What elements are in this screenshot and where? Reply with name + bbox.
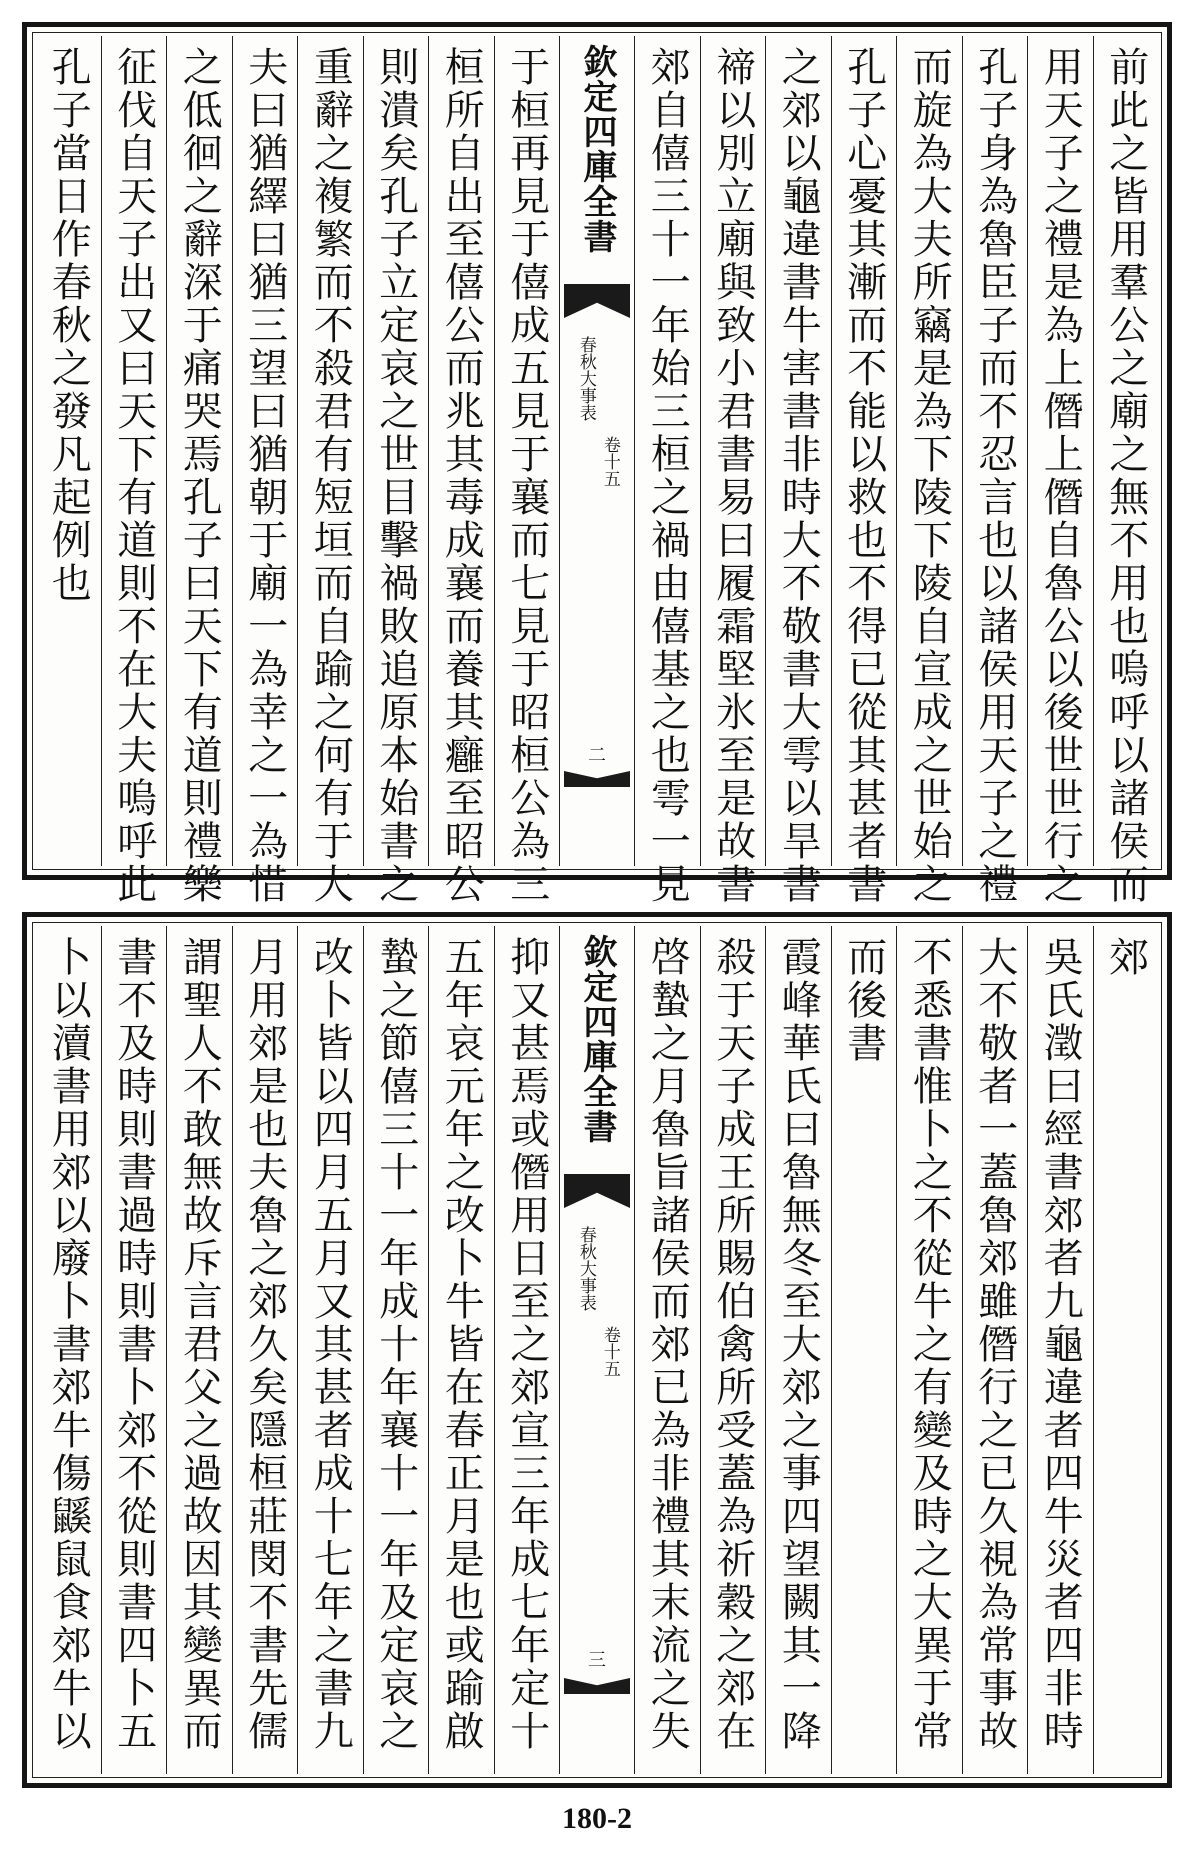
text-column	[363, 926, 429, 1774]
text-column	[297, 926, 363, 1774]
text-column	[765, 36, 831, 906]
text-column	[831, 926, 897, 1774]
column-text: 改卜皆以四月五月又其甚者成十七年之書九	[307, 936, 354, 1753]
column-text: 之低徊之辭深于痛哭焉孔子曰天下有道則禮樂	[176, 46, 223, 906]
column-text: 孔子身為魯臣子而不忍言也以諸侯用天子之禮	[971, 46, 1018, 906]
text-column	[428, 36, 494, 906]
column-text: 而旋為大夫所竊是為下陵下陵自宣成之世始之	[906, 46, 953, 906]
text-column	[101, 36, 167, 906]
column-text: 大不敬者一蓋魯郊雖僭行之已久視為常事故	[971, 936, 1018, 1753]
text-column	[101, 926, 167, 1774]
text-column	[1027, 36, 1093, 906]
page-footer-number: 180-2	[562, 1802, 632, 1835]
column-text: 于桓再見于僖成五見于襄而七見于昭桓公為三	[503, 46, 550, 906]
book-title: 春秋大事表	[575, 336, 596, 421]
fish-tail-mark-icon	[564, 771, 630, 787]
column-text: 郊	[1102, 936, 1149, 979]
column-text: 夫曰猶繹曰猶三望曰猶朝于廟一為幸之一為惜	[241, 46, 288, 906]
text-column	[634, 926, 700, 1774]
text-column	[166, 36, 232, 906]
center-fold-strip	[559, 36, 634, 866]
column-text: 郊自僖三十一年始三桓之禍由僖基之也雩一見	[644, 46, 691, 906]
column-text: 月用郊是也夫魯之郊久矣隱桓莊閔不書先儒	[241, 936, 288, 1753]
text-column	[831, 36, 897, 906]
column-text: 用天子之禮是為上僭上僭自魯公以後世世行之	[1037, 46, 1084, 906]
text-column	[1093, 926, 1159, 1774]
text-column	[232, 926, 298, 1774]
column-text: 五年哀元年之改卜牛皆在春正月是也或踰啟	[438, 936, 485, 1753]
book-banner: 欽定四庫全書	[577, 934, 617, 1144]
column-text: 前此之皆用羣公之廟之無不用也嗚呼以諸侯而	[1102, 46, 1149, 906]
lower-page	[22, 912, 1172, 1788]
fish-tail-mark-icon	[564, 1174, 630, 1208]
column-text: 不悉書惟卜之不從牛之有變及時之大異于常	[906, 936, 953, 1753]
column-text: 重辭之複繁而不殺君有短垣而自踰之何有于大	[307, 46, 354, 906]
text-column	[962, 926, 1028, 1774]
column-text: 則潰矣孔子立定哀之世目擊禍敗追原本始書之	[372, 46, 419, 906]
center-fold-strip	[559, 926, 634, 1774]
column-text: 謂聖人不敢無故斥言君父之過故因其變異而	[176, 936, 223, 1753]
volume-label: 卷十五	[599, 436, 620, 487]
text-column	[1093, 36, 1159, 906]
column-text: 之郊以龜違書牛害書非時大不敬書大雩以旱書	[775, 46, 822, 906]
text-column	[494, 926, 560, 1774]
column-text: 桓所自出至僖公而兆其毒成襄而養其癰至昭公	[438, 46, 485, 906]
text-column	[363, 36, 429, 906]
column-text: 霞峰華氏曰魯無冬至大郊之事四望闕其一降	[775, 936, 822, 1753]
text-column	[765, 926, 831, 1774]
text-column	[700, 926, 766, 1774]
column-text: 啓蟄之月魯旨諸侯而郊已為非禮其末流之失	[644, 936, 691, 1753]
text-column	[36, 926, 101, 1774]
text-column	[700, 36, 766, 906]
column-text: 而後書	[840, 936, 887, 1065]
fish-tail-mark-icon	[564, 1678, 630, 1694]
column-text: 抑又甚焉或僭用日至之郊宣三年成七年定十	[503, 936, 550, 1753]
text-column	[634, 36, 700, 906]
fish-tail-mark-icon	[564, 284, 630, 318]
page-number: 二	[588, 745, 606, 766]
column-text: 禘以別立廟與致小君書易曰履霜堅氷至是故書	[709, 46, 756, 906]
text-column	[297, 36, 363, 906]
text-column	[494, 36, 560, 906]
text-column	[232, 36, 298, 906]
text-column	[1027, 926, 1093, 1774]
upper-page	[22, 22, 1172, 906]
column-text: 孔子當日作春秋之發凡起例也	[45, 46, 92, 605]
column-text: 卜以瀆書用郊以廢卜書郊牛傷鼷鼠食郊牛以	[45, 936, 92, 1753]
column-text: 書不及時則書過時則書卜郊不從則書四卜五	[110, 936, 157, 1753]
book-title: 春秋大事表	[575, 1226, 596, 1311]
text-column	[962, 36, 1028, 906]
column-text: 蟄之節僖三十一年成十年襄十一年及定哀之	[372, 936, 419, 1753]
page-number: 三	[588, 1650, 606, 1671]
text-column	[428, 926, 494, 1774]
text-column	[36, 36, 101, 866]
text-column	[896, 36, 962, 906]
text-column	[166, 926, 232, 1774]
volume-label: 卷十五	[599, 1326, 620, 1377]
column-text: 吳氏澂曰經書郊者九龜違者四牛災者四非時	[1037, 936, 1084, 1753]
text-column	[896, 926, 962, 1774]
column-text: 孔子心憂其漸而不能以救也不得已從其甚者書	[840, 46, 887, 906]
column-text: 殺于天子成王所賜伯禽所受蓋為祈穀之郊在	[709, 936, 756, 1753]
book-banner: 欽定四庫全書	[577, 44, 617, 254]
column-text: 征伐自天子出又曰天下有道則不在大夫嗚呼此	[110, 46, 157, 906]
